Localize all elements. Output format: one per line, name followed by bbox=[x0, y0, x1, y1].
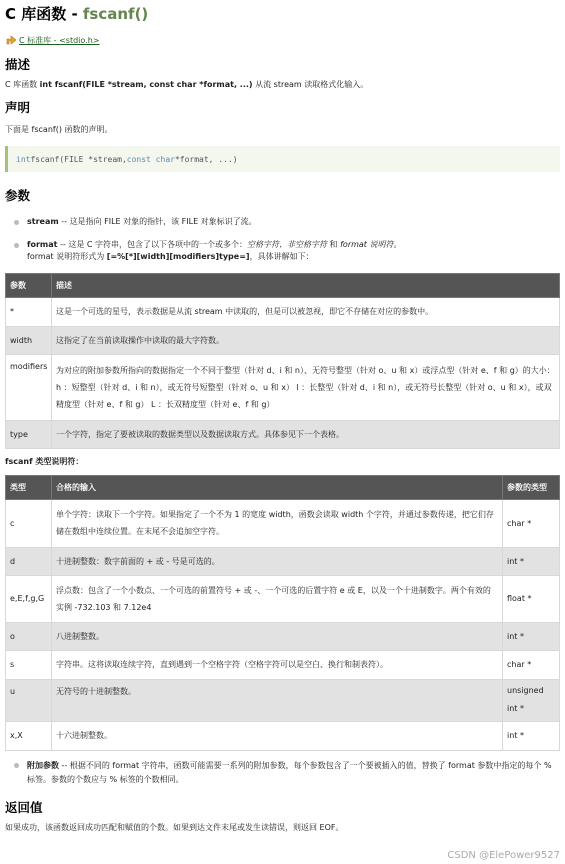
declaration-text: 下面是 fscanf() 函数的声明。 bbox=[5, 125, 113, 134]
table-header: 参数的类型 bbox=[503, 475, 560, 499]
watermark: CSDN @ElePower9527 bbox=[447, 850, 560, 861]
list-item: format -- 这是 C 字符串，包含了以下各项中的一个或多个：空格字符、非空格字符 和 format 说明符。 format 说明符形式为 [=%[*][width][modifiers]type=]，具体讲解如下： bbox=[5, 239, 560, 264]
table-header: 参数 bbox=[6, 273, 52, 297]
bullet-icon bbox=[14, 220, 19, 225]
table-row: type 一个字符，指定了要被读取的数据类型以及数据读取方式。具体参见下一个表格。 bbox=[6, 420, 560, 448]
table-row: c 单个字符：读取下一个字符。如果指定了一个不为 1 的宽度 width，函数会读取 width 个字符，并通过参数传递，把它们存储在数组中连续位置。在末尾不会追加空字符。 char * bbox=[6, 499, 560, 547]
return-arrow-icon bbox=[5, 33, 19, 46]
type-caption: fscanf 类型说明符： bbox=[5, 456, 84, 466]
table-row: e,E,f,g,G 浮点数：包含了一个小数点、一个可选的前置符号 + 或 -、一个可选的后置字符 e 或 E，以及一个十进制数字。两个有效的实例 -732.103 和 7.12e4 float * bbox=[6, 575, 560, 622]
description-text: C 库函数 int fscanf(FILE *stream, const char *format, ...) 从流 stream 读取格式化输入。 bbox=[5, 80, 369, 89]
table-row: s 字符串。这将读取连续字符，直到遇到一个空格字符（空格字符可以是空白、换行和制表符）。 char * bbox=[6, 650, 560, 679]
list-item: stream -- 这是指向 FILE 对象的指针，该 FILE 对象标识了流。 bbox=[5, 216, 560, 229]
breadcrumb bbox=[5, 33, 560, 46]
table-row: d 十进制整数：数字前面的 + 或 - 号是可选的。 int * bbox=[6, 547, 560, 575]
function-name: fscanf() bbox=[82, 5, 149, 23]
return-text: 如果成功，该函数返回成功匹配和赋值的个数。如果到达文件末尾或发生读错误，则返回 EOF。 bbox=[5, 822, 344, 832]
param-list bbox=[5, 216, 560, 264]
page-title: C 库函数 - fscanf() bbox=[5, 5, 149, 23]
table-row: u 无符号的十进制整数。 unsigned int * bbox=[6, 679, 560, 721]
format-spec-table bbox=[5, 273, 560, 449]
type-table bbox=[5, 475, 560, 751]
bullet-icon bbox=[14, 243, 19, 248]
section-heading-parameters: 参数 bbox=[5, 188, 31, 203]
table-row: o 八进制整数。 int * bbox=[6, 622, 560, 650]
list-item: 附加参数 -- 根据不同的 format 字符串，函数可能需要一系列的附加参数，每个参数包含了一个要被插入的值，替换了 format 参数中指定的每个 % 标签。参数的个数应与 % 标签的个数相同。 bbox=[5, 759, 560, 787]
code-block: int fscanf(FILE *stream, const char *format, ...) bbox=[5, 146, 560, 172]
section-heading-description: 描述 bbox=[5, 57, 31, 72]
table-row: width 这指定了在当前读取操作中读取的最大字符数。 bbox=[6, 326, 560, 354]
section-heading-return: 返回值 bbox=[5, 799, 43, 815]
table-row: * 这是一个可选的星号，表示数据是从流 stream 中读取的，但是可以被忽视，即它不存储在对应的参数中。 bbox=[6, 297, 560, 326]
table-header: 类型 bbox=[6, 475, 52, 499]
table-row: modifiers 为对应的附加参数所指向的数据指定一个不同于整型（针对 d、i 和 n）、无符号整型（针对 o、u 和 x）或浮点型（针对 e、f 和 g）的大小： h ：短整型（针对 d、i 和 n），或无符号短整型（针对 o、u 和 x） l ：长整型（针对 d、i 和 n），或无符号长整型（针对 o、u 和 x），或双精度型（针对 e、f 和 g） L ：长双精度型（针对 e、f 和 g） bbox=[6, 354, 560, 420]
bullet-icon bbox=[14, 763, 19, 768]
table-header: 合格的输入 bbox=[52, 475, 503, 499]
table-row: x,X 十六进制整数。 int * bbox=[6, 721, 560, 750]
table-header: 描述 bbox=[52, 273, 560, 297]
extra-param-list bbox=[5, 759, 560, 787]
breadcrumb-link-stdio[interactable]: C 标准库 - <stdio.h> bbox=[19, 36, 100, 45]
section-heading-declaration: 声明 bbox=[5, 100, 31, 115]
